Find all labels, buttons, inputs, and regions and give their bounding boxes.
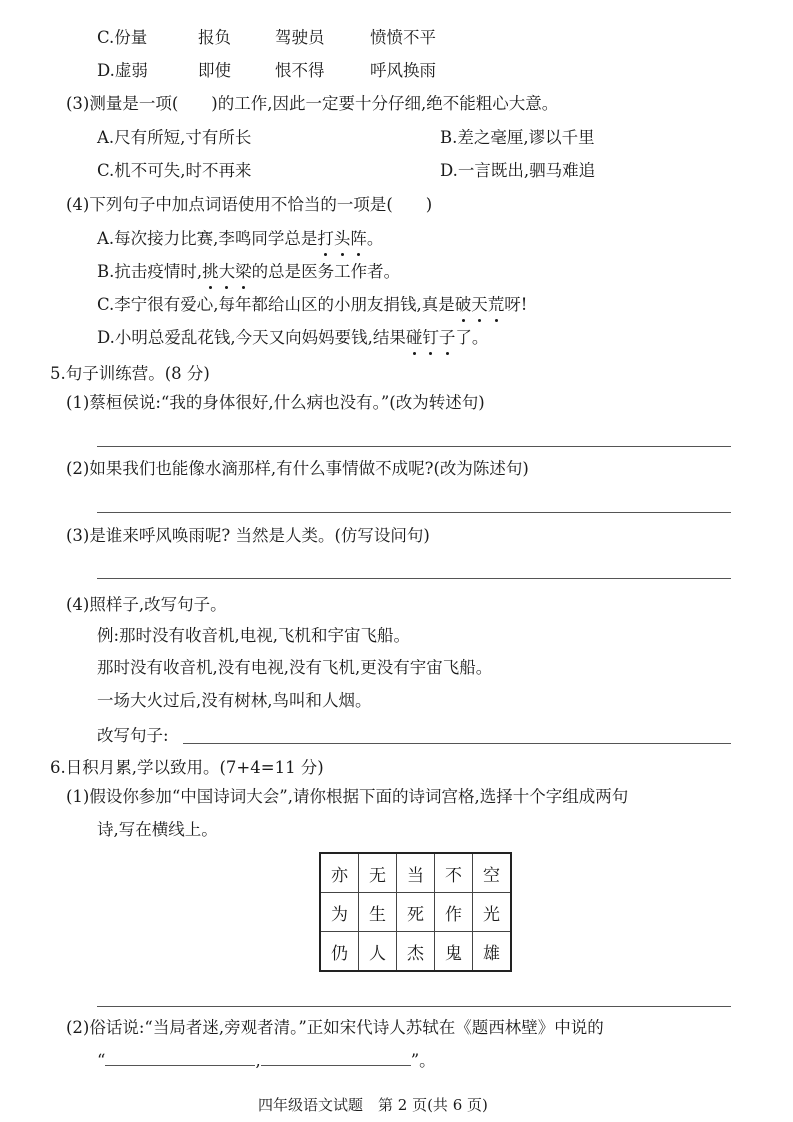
grid-cell: 人 [359,932,397,972]
q4-4-option-d [97,328,488,348]
q4-3-option-d: D.一言既出,驷马难追 [440,161,596,180]
q4-3-option-b: B.差之毫厘,谬以千里 [440,128,595,147]
q4-4-option-c [97,295,527,315]
q4-2-option-c-word-4: 愤愤不平 [370,28,436,47]
dotted-char: 破 [454,295,472,314]
dotted-char: 大 [218,262,236,281]
answer-blank-2[interactable] [261,1051,411,1066]
grid-row [320,853,511,893]
grid-cell: 杰 [397,932,435,972]
poem-character-grid [319,852,512,972]
grid-cell: 为 [320,893,359,932]
q4-4-stem: (4)下列句子中加点词语使用不恰当的一项是( ) [66,195,433,214]
answer-blank-1[interactable] [105,1051,255,1066]
text: 呀! [504,295,528,314]
q5-4-stem: (4)照样子,改写句子。 [66,595,227,614]
q5-4-example-1: 例:那时没有收音机,电视,飞机和宇宙飞船。 [97,626,411,645]
grid-cell: 生 [359,893,397,932]
q6-title: 6.日积月累,学以致用。(7+4=11 分) [50,758,324,777]
q5-2-answer-line[interactable] [97,512,731,513]
grid-cell: 空 [473,853,512,893]
close-quote: ”。 [410,1051,436,1070]
q6-2-stem: (2)俗话说:“当局者迷,旁观者清。”正如宋代诗人苏轼在《题西林壁》中说的 [66,1018,604,1037]
q6-1-answer-line[interactable] [97,1006,731,1007]
dotted-char: 挑 [202,262,219,281]
text: 的总是医务工作者。 [251,262,401,281]
grid-cell: 不 [435,853,473,893]
dotted-char: 天 [471,295,488,314]
q4-4-option-b [97,262,400,282]
grid-cell: 作 [435,893,473,932]
comma: , [255,1051,261,1070]
grid-cell: 无 [359,853,397,893]
q6-2-answer [97,1051,436,1071]
q6-1-stem-line-2: 诗,写在横线上。 [97,820,218,839]
text: 。 [366,229,384,248]
q4-2-option-d-word-4: 呼风换雨 [370,61,436,80]
q5-3-answer-line[interactable] [97,578,731,579]
q5-1-stem: (1)蔡桓侯说:“我的身体很好,什么病也没有。”(改为转述句) [66,393,485,412]
grid-cell: 亦 [320,853,359,893]
q4-3-option-a: A.尺有所短,寸有所长 [97,128,252,147]
open-quote: “ [97,1051,106,1070]
q4-2-option-d-word-3: 恨不得 [275,61,325,80]
q4-2-option-c-word-2: 报负 [198,28,231,47]
grid-cell: 死 [397,893,435,932]
q4-4-option-a [97,229,383,249]
q4-3-option-c: C.机不可失,时不再来 [97,161,252,180]
q5-4-answer-line[interactable] [183,743,731,744]
dotted-char: 子 [438,328,456,347]
q6-1-stem-line-1: (1)假设你参加“中国诗词大会”,请你根据下面的诗词宫格,选择十个字组成两句 [66,787,629,806]
grid-cell: 当 [397,853,435,893]
dotted-char: 梁 [235,262,252,281]
q5-4-example-2: 那时没有收音机,没有电视,没有飞机,更没有宇宙飞船。 [97,658,493,677]
text: 了。 [455,328,489,347]
dotted-char: 阵 [350,229,367,248]
text: C.李宁很有爱心,每年都给山区的小朋友捐钱,真是 [97,295,455,314]
grid-cell: 鬼 [435,932,473,972]
grid-cell: 雄 [473,932,512,972]
text: B.抗击疫情时, [97,262,203,281]
dotted-char: 打 [317,229,334,248]
grid-cell: 光 [473,893,512,932]
grid-cell: 仍 [320,932,359,972]
q5-2-stem: (2)如果我们也能像水滴那样,有什么事情做不成呢?(改为陈述句) [66,459,529,478]
dotted-char: 钉 [422,328,439,347]
q4-2-option-c-word-3: 驾驶员 [275,28,325,47]
q4-2-option-d-word-2: 即使 [198,61,231,80]
text: A.每次接力比赛,李鸣同学总是 [97,229,318,248]
q5-4-task: 一场大火过后,没有树林,鸟叫和人烟。 [97,691,372,710]
q5-3-stem: (3)是谁来呼风唤雨呢? 当然是人类。(仿写设问句) [66,526,430,545]
dotted-char: 碰 [405,328,423,347]
q5-1-answer-line[interactable] [97,446,731,447]
text: D.小明总爱乱花钱,今天又向妈妈要钱,结果 [97,328,406,347]
q5-4-answer-label: 改写句子: [97,726,169,745]
dotted-char: 头 [333,229,351,248]
q4-2-option-d-word-1: D.虚弱 [97,61,148,80]
grid-row [320,932,511,972]
q5-title: 5.句子训练营。(8 分) [50,364,210,383]
q4-2-option-c-word-1: C.份量 [97,28,148,47]
dotted-char: 荒 [487,295,505,314]
page-footer: 四年级语文试题 第 2 页(共 6 页) [258,1096,488,1114]
grid-row [320,893,511,932]
q4-3-stem: (3)测量是一项( )的工作,因此一定要十分仔细,绝不能粗心大意。 [66,94,559,113]
